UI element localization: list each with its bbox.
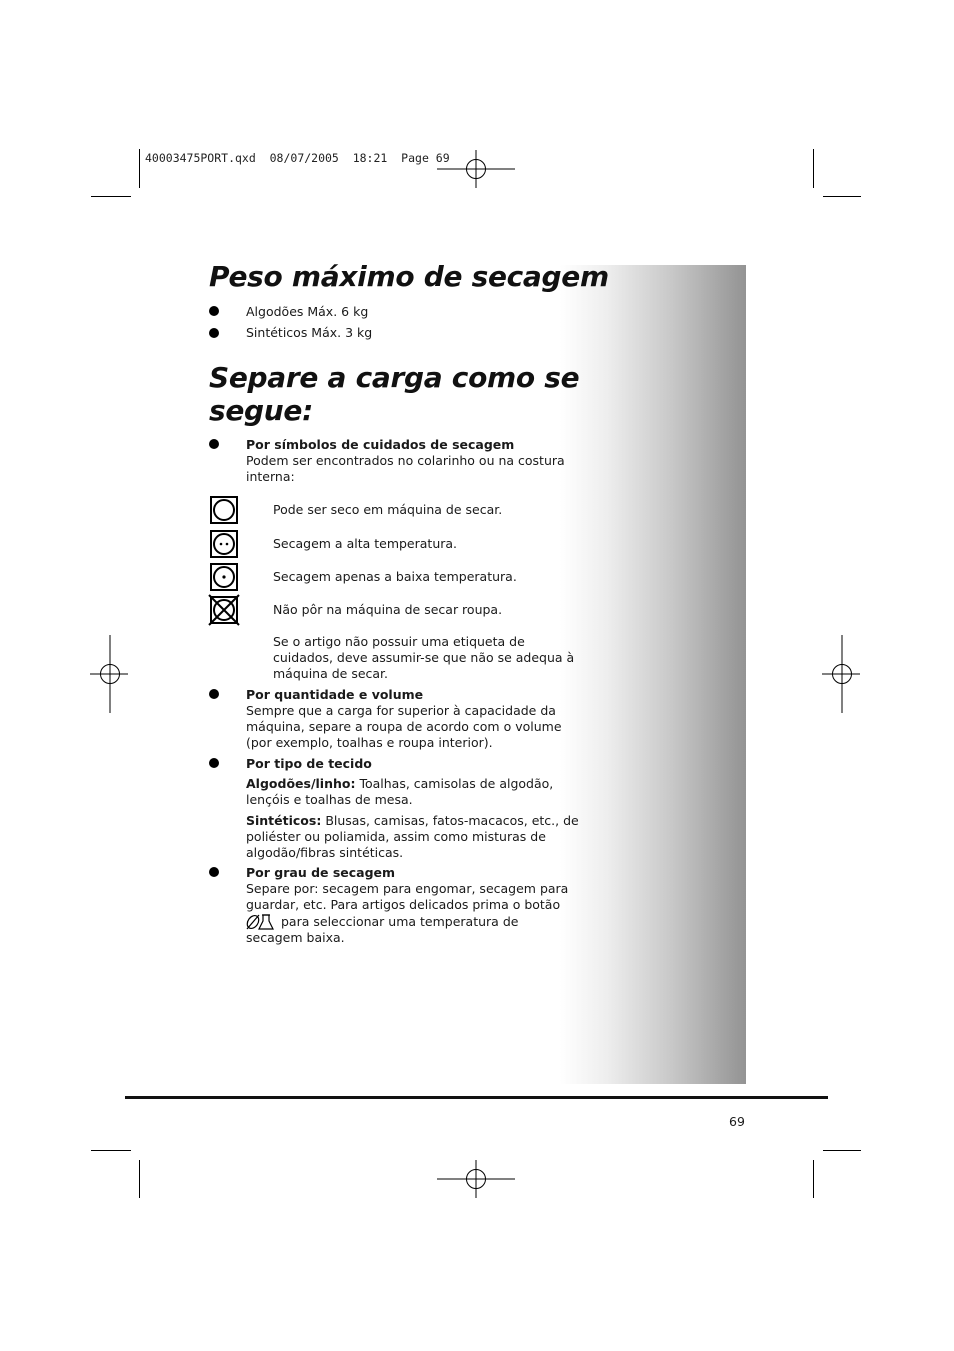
body-text: algodão/fibras sintéticas. [246, 845, 404, 860]
crop-mark [139, 1160, 140, 1198]
list-item: Algodões Máx. 6 kg [246, 304, 369, 319]
body-text: Podem ser encontrados no colarinho ou na costura [246, 453, 565, 468]
subsection-heading: Por grau de secagem [246, 865, 396, 880]
body-text: guardar, etc. Para artigos delicados prima o botão [246, 897, 561, 912]
body-text: Sempre que a carga for superior à capacidade da [246, 703, 556, 718]
registration-mark-icon [437, 1160, 517, 1200]
body-text: poliéster ou poliamida, assim como misturas de [246, 829, 546, 844]
bullet-icon [209, 328, 219, 338]
crop-mark [813, 1160, 814, 1198]
subsection-heading: Por quantidade e volume [246, 687, 424, 702]
registration-mark-icon [822, 635, 862, 715]
registration-mark-icon [437, 150, 517, 190]
registration-mark-icon [90, 635, 130, 715]
delicates-button-icon [246, 913, 274, 931]
body-text: lençóis e toalhas de mesa. [246, 792, 413, 807]
list-item: Sintéticos Máx. 3 kg [246, 325, 373, 340]
body-text: cuidados, deve assumir-se que não se adequa à [273, 650, 575, 665]
crop-mark [823, 196, 861, 197]
page-number: 69 [729, 1114, 745, 1129]
title-line: Separe a carga como se [209, 361, 580, 394]
bullet-icon [209, 689, 219, 699]
bullet-icon [209, 867, 219, 877]
body-text: Separe por: secagem para engomar, secagem para [246, 881, 569, 896]
crop-mark [813, 149, 814, 188]
body-text: máquina, separe a roupa de acordo com o volume [246, 719, 562, 734]
crop-mark [91, 196, 131, 197]
tumble-dry-high-icon [210, 530, 238, 558]
body-text: (por exemplo, toalhas e roupa interior). [246, 735, 493, 750]
symbol-description: Pode ser seco em máquina de secar. [273, 502, 503, 517]
body-text [246, 776, 553, 792]
body-text: Se o artigo não possuir uma etiqueta de [273, 634, 525, 649]
bullet-icon [209, 758, 219, 768]
body-text: máquina de secar. [273, 666, 389, 681]
body-text: secagem baixa. [246, 930, 345, 945]
printer-slug: 40003475PORT.qxd 08/07/2005 18:21 Page 69 [145, 151, 450, 165]
do-not-tumble-dry-icon [208, 594, 240, 626]
crop-mark [91, 1150, 131, 1151]
body-text: para seleccionar uma temperatura de [281, 914, 519, 929]
side-gradient-panel [560, 265, 746, 1084]
fabric-label: Algodões/linho: [246, 776, 356, 791]
footer-rule [125, 1096, 828, 1099]
symbol-description: Secagem a alta temperatura. [273, 536, 458, 551]
section-title-max-weight: Peso máximo de secagem [209, 260, 609, 293]
symbol-description: Secagem apenas a baixa temperatura. [273, 569, 517, 584]
bullet-icon [209, 439, 219, 449]
tumble-dry-icon [210, 496, 238, 524]
fabric-text: Blusas, camisas, fatos-macacos, etc., de [321, 813, 579, 828]
symbol-description: Não pôr na máquina de secar roupa. [273, 602, 503, 617]
tumble-dry-low-icon [210, 563, 238, 591]
title-line: segue: [209, 394, 314, 427]
body-text [246, 813, 579, 829]
bullet-icon [209, 306, 219, 316]
crop-mark [823, 1150, 861, 1151]
fabric-label: Sintéticos: [246, 813, 322, 828]
fabric-text: Toalhas, camisolas de algodão, [355, 776, 554, 791]
section-title-sort-load [209, 361, 579, 427]
body-text: interna: [246, 469, 295, 484]
subsection-heading: Por tipo de tecido [246, 756, 372, 771]
crop-mark [139, 149, 140, 188]
subsection-heading: Por símbolos de cuidados de secagem [246, 437, 515, 452]
